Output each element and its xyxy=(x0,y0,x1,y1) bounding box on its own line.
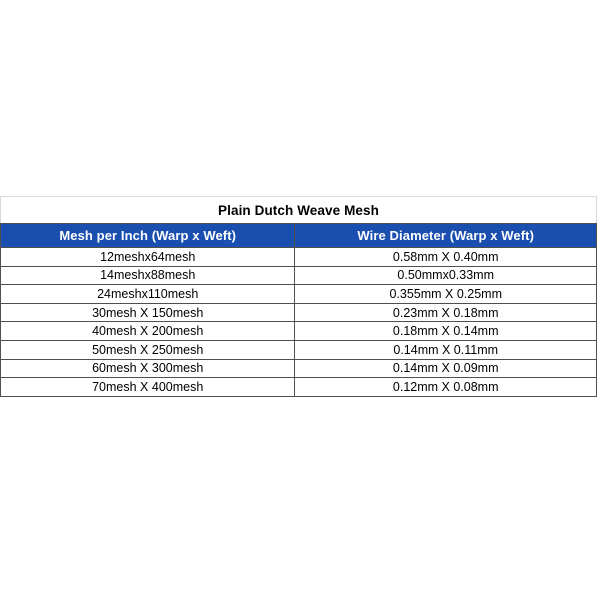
cell-wire-diameter: 0.50mmx0.33mm xyxy=(295,266,597,285)
cell-mesh-per-inch: 30mesh X 150mesh xyxy=(1,303,295,322)
cell-wire-diameter: 0.58mm X 0.40mm xyxy=(295,248,597,267)
cell-wire-diameter: 0.23mm X 0.18mm xyxy=(295,303,597,322)
cell-mesh-per-inch: 50mesh X 250mesh xyxy=(1,340,295,359)
table-row xyxy=(1,248,597,267)
table-body xyxy=(1,248,597,397)
column-header-wire-diameter: Wire Diameter (Warp x Weft) xyxy=(295,224,597,248)
mesh-spec-table xyxy=(0,223,597,397)
cell-mesh-per-inch: 14meshx88mesh xyxy=(1,266,295,285)
cell-mesh-per-inch: 40mesh X 200mesh xyxy=(1,322,295,341)
table-row xyxy=(1,266,597,285)
table-row xyxy=(1,340,597,359)
table-row xyxy=(1,359,597,378)
table-row xyxy=(1,303,597,322)
cell-mesh-per-inch: 60mesh X 300mesh xyxy=(1,359,295,378)
table-row xyxy=(1,378,597,397)
table-row xyxy=(1,285,597,304)
cell-mesh-per-inch: 12meshx64mesh xyxy=(1,248,295,267)
table-header-row xyxy=(1,224,597,248)
cell-wire-diameter: 0.12mm X 0.08mm xyxy=(295,378,597,397)
cell-mesh-per-inch: 24meshx110mesh xyxy=(1,285,295,304)
table-title: Plain Dutch Weave Mesh xyxy=(0,196,597,223)
table-row xyxy=(1,322,597,341)
cell-mesh-per-inch: 70mesh X 400mesh xyxy=(1,378,295,397)
column-header-mesh-per-inch: Mesh per Inch (Warp x Weft) xyxy=(1,224,295,248)
cell-wire-diameter: 0.14mm X 0.11mm xyxy=(295,340,597,359)
cell-wire-diameter: 0.14mm X 0.09mm xyxy=(295,359,597,378)
cell-wire-diameter: 0.355mm X 0.25mm xyxy=(295,285,597,304)
spec-table-section xyxy=(0,196,597,397)
cell-wire-diameter: 0.18mm X 0.14mm xyxy=(295,322,597,341)
